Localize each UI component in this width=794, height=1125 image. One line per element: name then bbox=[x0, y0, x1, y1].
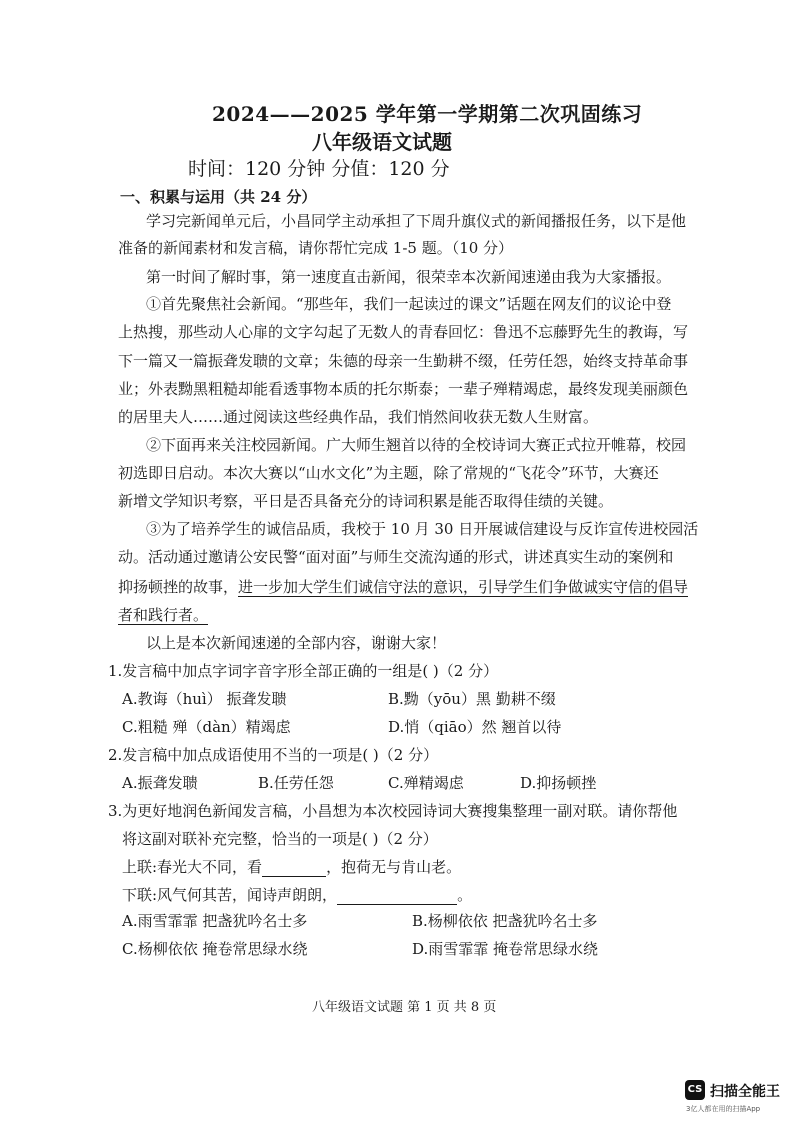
speech-paragraph-line: 第一时间了解时事，第一速度直击新闻，很荣幸本次新闻速递由我为大家播报。 bbox=[146, 268, 672, 286]
q3-option-d: D.雨雪霏霏 掩卷常思绿水绕 bbox=[412, 940, 599, 958]
section-intro-line: 学习完新闻单元后，小昌同学主动承担了下周升旗仪式的新闻播报任务，以下是他 bbox=[146, 212, 687, 230]
page-footer: 八年级语文试题 第 1 页 共 8 页 bbox=[312, 1000, 497, 1015]
underlined-sentence: 进一步加大学生们诚信守法的意识，引导学生们争做诚实守信的倡导 bbox=[238, 578, 689, 596]
couplet-text: 上联:春光大不同，看 bbox=[122, 858, 263, 876]
q2-option-c: C.殚精竭虑 bbox=[388, 774, 464, 792]
speech-paragraph-line bbox=[118, 604, 208, 625]
q1-option-c: C.粗糙 殚（dàn）精竭虑 bbox=[122, 718, 291, 736]
speech-paragraph-line: 动。活动通过邀请公安民警“面对面”与师生交流沟通的形式，讲述真实生动的案例和 bbox=[118, 548, 674, 566]
speech-paragraph-line: 初选即日启动。本次大赛以“山水文化”为主题，除了常规的“飞花令”环节，大赛还 bbox=[118, 464, 659, 482]
q3-option-b: B.杨柳依依 把盏犹吟名士多 bbox=[412, 912, 598, 930]
q1-option-d: D.悄（qiāo）然 翘首以待 bbox=[388, 718, 562, 736]
couplet-lower bbox=[122, 884, 472, 905]
speech-closing: 以上是本次新闻速递的全部内容，谢谢大家！ bbox=[146, 634, 447, 652]
q3-option-a: A.雨雪霏霏 把盏犹吟名士多 bbox=[122, 912, 308, 930]
section-heading: 一、积累与运用（共 24 分） bbox=[120, 188, 317, 206]
scanner-logo-icon: CS bbox=[685, 1080, 705, 1100]
q1-option-a: A.教诲（huì） 振聋发聩 bbox=[122, 690, 287, 708]
couplet-text: 。 bbox=[457, 886, 473, 904]
question-1-stem: 1.发言稿中加点字词字音字形全部正确的一组是( )（2 分） bbox=[108, 662, 499, 680]
question-3-stem: 将这副对联补充完整，恰当的一项是( )（2 分） bbox=[122, 830, 438, 848]
exam-subtitle: 八年级语文试题 bbox=[312, 130, 452, 154]
speech-paragraph-line: 上热搜，那些动人心扉的文字勾起了无数人的青春回忆：鲁迅不忘藤野先生的教诲，写 bbox=[118, 323, 689, 341]
couplet-text: ，抱荷无与肯山老。 bbox=[326, 858, 462, 876]
section-intro-line: 准备的新闻素材和发言稿，请你帮忙完成 1-5 题。（10 分） bbox=[118, 239, 514, 257]
couplet-text: 下联:风气何其苦，闻诗声朗朗， bbox=[122, 886, 338, 904]
scanner-brand: 扫描全能王 bbox=[710, 1084, 780, 1100]
speech-paragraph-line: ③为了培养学生的诚信品质，我校于 10 月 30 日开展诚信建设与反诈宣传进校园活 bbox=[146, 520, 699, 538]
underlined-sentence: 者和践行者。 bbox=[118, 606, 209, 624]
speech-paragraph-line: 下一篇又一篇振聋发聩的文章；朱德的母亲一生勤耕不缀，任劳任怨，始终支持革命事 bbox=[118, 352, 689, 370]
exam-time-info: 时间：120 分钟 分值：120 分 bbox=[188, 158, 450, 180]
speech-text: 抑扬顿挫的故事， bbox=[118, 578, 239, 596]
speech-paragraph-line: ①首先聚焦社会新闻。“那些年，我们一起读过的课文”话题在网友们的议论中登 bbox=[146, 295, 672, 313]
answer-blank bbox=[262, 858, 326, 877]
question-3-stem: 3.为更好地润色新闻发言稿，小昌想为本次校园诗词大赛搜集整理一副对联。请你帮他 bbox=[108, 802, 678, 820]
q3-option-c: C.杨柳依依 掩卷常思绿水绕 bbox=[122, 940, 308, 958]
q2-option-a: A.振聋发聩 bbox=[122, 774, 198, 792]
exam-title: 2024——2025 学年第一学期第二次巩固练习 bbox=[212, 102, 643, 126]
q2-option-d: D.抑扬顿挫 bbox=[520, 774, 597, 792]
q1-option-b: B.黝（yōu）黑 勤耕不缀 bbox=[388, 690, 556, 708]
q2-option-b: B.任劳任怨 bbox=[258, 774, 334, 792]
scanner-tagline: 3亿人都在用的扫描App bbox=[686, 1105, 761, 1113]
couplet-upper bbox=[122, 856, 461, 877]
answer-blank bbox=[337, 886, 457, 905]
speech-paragraph-line: 业；外表黝黑粗糙却能看透事物本质的托尔斯泰；一辈子殚精竭虑，最终发现美丽颜色 bbox=[118, 380, 689, 398]
speech-paragraph-line: 新增文学知识考察，平日是否具备充分的诗词积累是能否取得佳绩的关键。 bbox=[118, 492, 614, 510]
speech-paragraph-line: 的居里夫人……通过阅读这些经典作品，我们悄然间收获无数人生财富。 bbox=[118, 408, 599, 426]
question-2-stem: 2.发言稿中加点成语使用不当的一项是( )（2 分） bbox=[108, 746, 439, 764]
speech-paragraph-line bbox=[118, 576, 688, 597]
speech-paragraph-line: ②下面再来关注校园新闻。广大师生翘首以待的全校诗词大赛正式拉开帷幕，校园 bbox=[146, 436, 687, 454]
